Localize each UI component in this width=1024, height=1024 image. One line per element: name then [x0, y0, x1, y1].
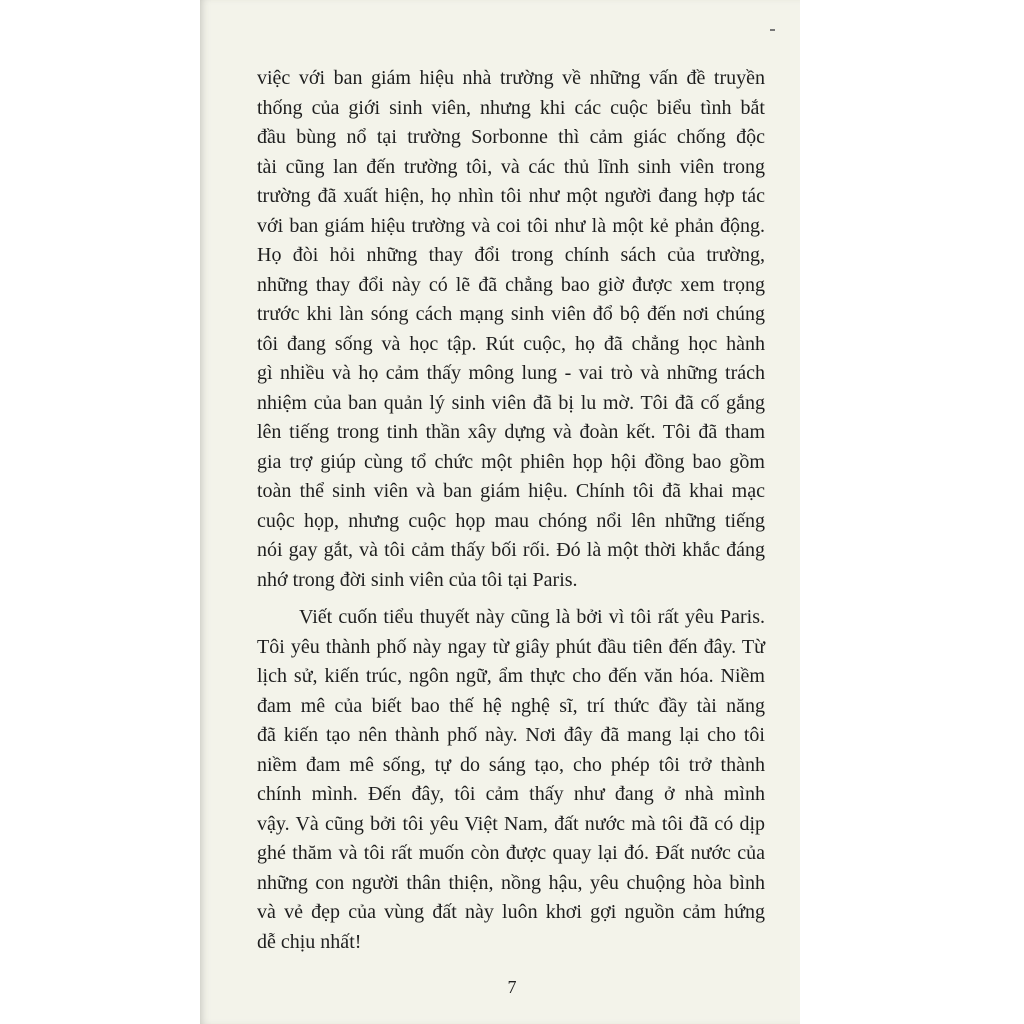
text-line: vậy. Và cũng bởi tôi yêu Việt Nam, đất nước mà tôi đã có dịp [257, 813, 765, 835]
text-line: niềm đam mê sống, tự do sáng tạo, cho phép tôi trở thành [257, 754, 765, 776]
text-line: toàn thể sinh viên và ban giám hiệu. Chính tôi đã khai mạc [257, 480, 765, 502]
text-line: gia trợ giúp cùng tổ chức một phiên họp hội đồng bao gồm [257, 451, 765, 473]
text-line: lịch sử, kiến trúc, ngôn ngữ, ẩm thực cho đến văn hóa. Niềm [257, 665, 765, 687]
text-line: trước khi làn sóng cách mạng sinh viên đổ bộ đến nơi chúng [257, 303, 765, 325]
text-line: nhiệm của ban quản lý sinh viên đã bị lu mờ. Tôi đã cố gắng [257, 392, 765, 414]
print-mark [770, 29, 775, 31]
text-line: thống của giới sinh viên, nhưng khi các cuộc biểu tình bắt [257, 97, 765, 119]
text-line: đam mê của biết bao thế hệ nghệ sĩ, trí thức đầy tài năng [257, 695, 765, 717]
text-line: tôi đang sống và học tập. Rút cuộc, họ đã chẳng học hành [257, 333, 765, 355]
text-line: nhớ trong đời sinh viên của tôi tại Paris. [257, 569, 578, 591]
text-line: chính mình. Đến đây, tôi cảm thấy như đang ở nhà mình [257, 783, 765, 805]
text-line: nói gay gắt, và tôi cảm thấy bối rối. Đó là một thời khắc đáng [257, 539, 765, 561]
text-line: và vẻ đẹp của vùng đất này luôn khơi gợi nguồn cảm hứng [257, 901, 765, 923]
text-line: việc với ban giám hiệu nhà trường về những vấn đề truyền [257, 67, 765, 89]
text-line: cuộc họp, nhưng cuộc họp mau chóng nổi lên những tiếng [257, 510, 765, 532]
text-line: tài cũng lan đến trường tôi, và các thủ lĩnh sinh viên trong [257, 156, 765, 178]
text-line: Họ đòi hỏi những thay đổi trong chính sách của trường, [257, 244, 765, 266]
text-line: trường đã xuất hiện, họ nhìn tôi như một người đang hợp tác [257, 185, 765, 207]
paragraph-first-line: Viết cuốn tiểu thuyết này cũng là bởi vì tôi rất yêu Paris. [299, 606, 765, 628]
text-line: gì nhiều và họ cảm thấy mông lung - vai trò và những trách [257, 362, 765, 384]
text-line: những con người thân thiện, nồng hậu, yêu chuộng hòa bình [257, 872, 765, 894]
page-number: 7 [507, 977, 517, 997]
text-line: đã kiến tạo nên thành phố này. Nơi đây đã mang lại cho tôi [257, 724, 765, 746]
text-line: ghé thăm và tôi rất muốn còn được quay lại đó. Đất nước của [257, 842, 765, 864]
text-line: đầu bùng nổ tại trường Sorbonne thì cảm giác chống độc [257, 126, 765, 148]
text-line: những thay đổi này có lẽ đã chẳng bao giờ được xem trọng [257, 274, 765, 296]
text-line: với ban giám hiệu trường và coi tôi như là một kẻ phản động. [257, 215, 765, 237]
text-line: Tôi yêu thành phố này ngay từ giây phút đầu tiên đến đây. Từ [257, 636, 765, 658]
text-line: lên tiếng trong tinh thần xây dựng và đoàn kết. Tôi đã tham [257, 421, 765, 443]
text-line: dễ chịu nhất! [257, 931, 362, 953]
